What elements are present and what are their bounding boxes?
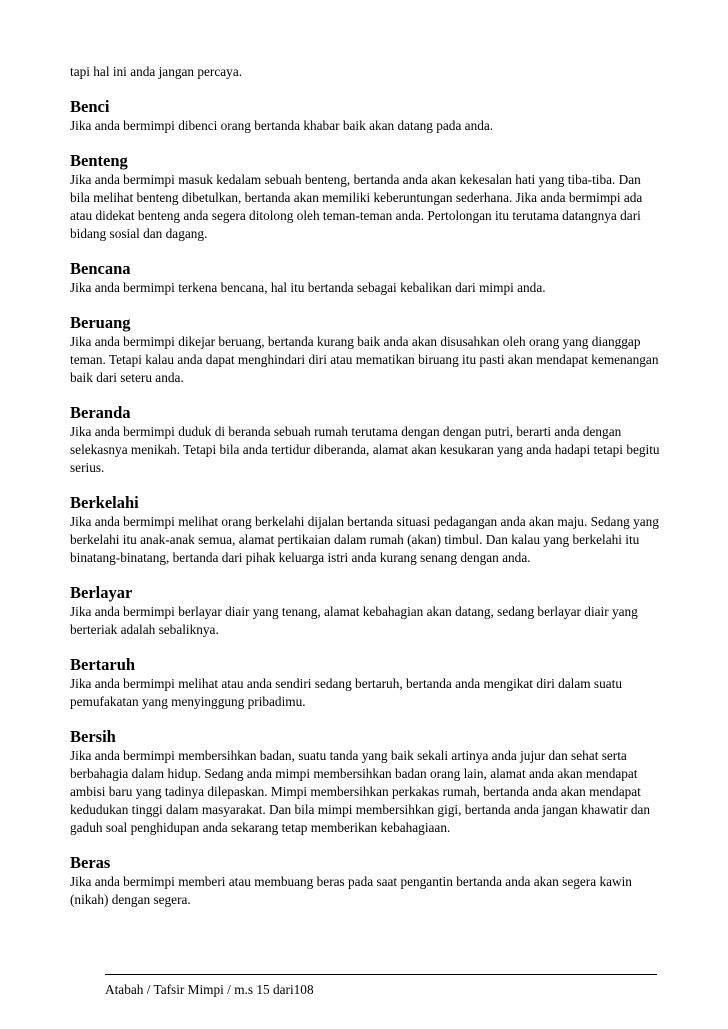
entry-text: Jika anda bermimpi melihat orang berkelahi dijalan bertanda situasi pedagangan anda akan maju. Sedang yang berkelahi itu anak-anak semua, alamat pertikaian dalam rumah (akan) timbul. Dan kalau yang berkelahi itu binatang-binatang, bertanda dari pihak keluarga istri anda kurang senang dengan anda. bbox=[70, 514, 659, 565]
entry bbox=[70, 259, 660, 297]
entry bbox=[70, 655, 660, 711]
entry bbox=[70, 97, 660, 135]
entry-text: Jika anda bermimpi melihat atau anda sendiri sedang bertaruh, bertanda anda mengikat diri dalam suatu pemufakatan yang menyinggung pribadimu. bbox=[70, 676, 622, 709]
entry-text: Jika anda bermimpi dikejar beruang, bertanda kurang baik anda akan disusahkan oleh orang yang dianggap teman. Tetapi kalau anda dapat menghindari diri atau mematikan biruang itu pasti akan mendapat kemenangan baik dari seteru anda. bbox=[70, 334, 659, 385]
entry-text: Jika anda bermimpi berlayar diair yang tenang, alamat kebahagian akan datang, sedang berlayar diair yang berteriak adalah sebaliknya. bbox=[70, 604, 638, 637]
entry bbox=[70, 151, 660, 243]
entry-text: Jika anda bermimpi membersihkan badan, suatu tanda yang baik sekali artinya anda jujur dan sehat serta berbahagia dalam hidup. Sedang anda mimpi membersihkan badan orang lain, alamat anda akan mendapat ambisi baru yang tadinya dilepaskan. Mimpi membersihkan perkakas rumah, bertanda anda akan mendapat kedudukan tinggi dalam masyarakat. Dan bila mimpi membersihkan gigi, bertanda anda jangan khawatir dan gaduh soal penghidupan anda sekarang tetap memberikan kebahagiaan. bbox=[70, 748, 651, 835]
entry-title: Beranda bbox=[70, 403, 131, 422]
entry-title: Bencana bbox=[70, 259, 131, 278]
entry bbox=[70, 493, 660, 567]
entry-text: Jika anda bermimpi terkena bencana, hal itu bertanda sebagai kebalikan dari mimpi anda. bbox=[70, 280, 546, 295]
entry bbox=[70, 313, 660, 387]
entry-title: Bertaruh bbox=[70, 655, 136, 674]
entry-title: Berkelahi bbox=[70, 493, 139, 512]
entry-title: Beruang bbox=[70, 313, 131, 332]
entry-title: Beras bbox=[70, 853, 111, 872]
document-body bbox=[70, 63, 660, 909]
footer-divider bbox=[105, 974, 657, 975]
entry-text: Jika anda bermimpi masuk kedalam sebuah benteng, bertanda anda akan kekesalan hati yang tiba-tiba. Dan bila melihat benteng dibetulkan, bertanda akan memiliki keberuntungan sederhana. Jika anda bermimpi ada atau didekat benteng anda segera ditolong oleh teman-teman anda. Pertolongan itu terutama datangnya dari bidang sosial dan dagang. bbox=[70, 172, 643, 241]
entry bbox=[70, 583, 660, 639]
entry-title: Benci bbox=[70, 97, 110, 116]
entry bbox=[70, 403, 660, 477]
entry-title: Benteng bbox=[70, 151, 128, 170]
entry bbox=[70, 853, 660, 909]
entry-title: Berlayar bbox=[70, 583, 133, 602]
footer-text: Atabah / Tafsir Mimpi / m.s 15 dari108 bbox=[105, 982, 314, 997]
page-footer bbox=[105, 960, 657, 999]
entry-text: Jika anda bermimpi duduk di beranda sebuah rumah terutama dengan dengan putri, berarti anda dengan selekasnya menikah. Tetapi bila anda tertidur diberanda, alamat akan kesukaran yang anda hadapi tetapi begitu serius. bbox=[70, 424, 660, 475]
entry bbox=[70, 727, 660, 837]
entry-title: Bersih bbox=[70, 727, 116, 746]
intro-text: tapi hal ini anda jangan percaya. bbox=[70, 64, 243, 79]
entry-text: Jika anda bermimpi memberi atau membuang beras pada saat pengantin bertanda anda akan segera kawin (nikah) dengan segera. bbox=[70, 874, 632, 907]
entry-text: Jika anda bermimpi dibenci orang bertanda khabar baik akan datang pada anda. bbox=[70, 118, 494, 133]
